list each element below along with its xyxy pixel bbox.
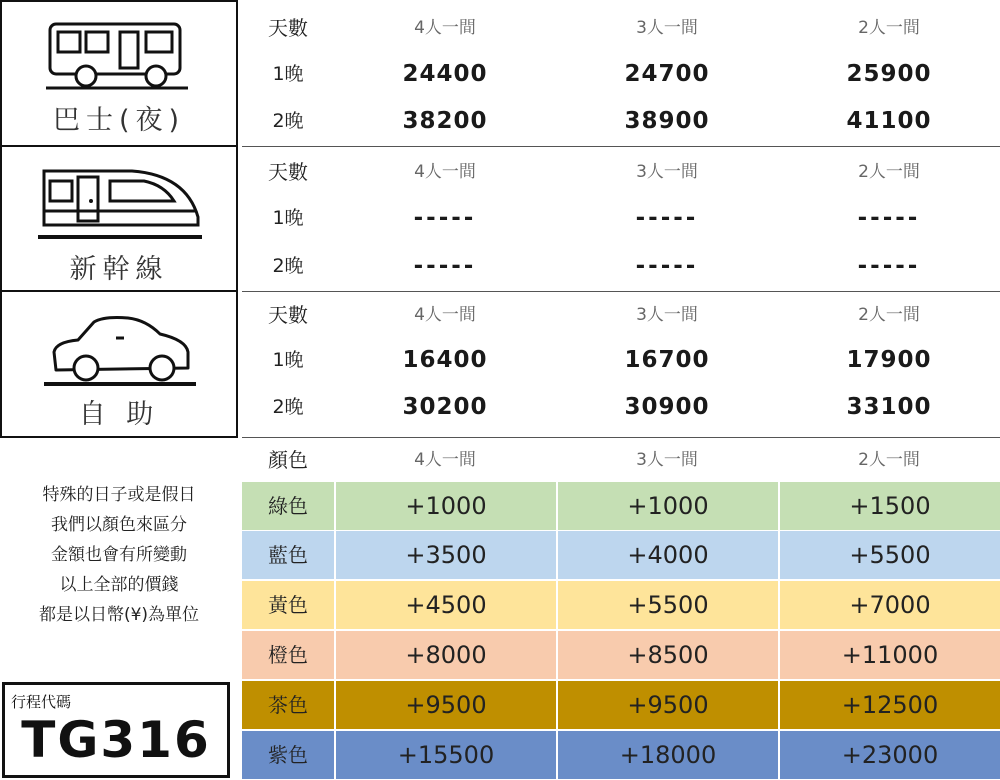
table-row xyxy=(242,97,1000,145)
room4-header: 4人一間 xyxy=(414,305,476,325)
room4-header: 4人一間 xyxy=(414,18,476,38)
days-header: 天數 xyxy=(268,303,308,327)
tour-code-value: TG316 xyxy=(21,711,211,769)
table-header-row xyxy=(242,4,1000,52)
bus-section xyxy=(0,0,1000,146)
surcharge-cell: +4500 xyxy=(334,581,556,629)
table-header-row xyxy=(242,148,1000,196)
price-cell: 41100 xyxy=(846,108,932,134)
room3-header: 3人一間 xyxy=(636,18,698,38)
bus-price-grid xyxy=(242,0,1000,147)
room4-header: 4人一間 xyxy=(414,450,476,470)
surcharge-cell: +5500 xyxy=(556,581,778,629)
color-row xyxy=(242,681,1000,729)
price-cell: 38200 xyxy=(402,108,488,134)
days-header: 天數 xyxy=(268,160,308,184)
price-cell: 17900 xyxy=(846,347,932,373)
shinkansen-price-grid xyxy=(242,146,1000,292)
price-cell: ----- xyxy=(635,205,699,231)
notes-block xyxy=(0,480,238,630)
price-cell: 24700 xyxy=(624,61,710,87)
price-cell: 25900 xyxy=(846,61,932,87)
color-row xyxy=(242,531,1000,579)
shinkansen-section xyxy=(0,146,1000,291)
car-icon-box xyxy=(0,290,238,438)
shinkansen-icon-box xyxy=(0,145,238,292)
room3-header: 3人一間 xyxy=(636,162,698,182)
surcharge-cell: +7000 xyxy=(778,581,1000,629)
bus-label: 巴士(夜) xyxy=(52,105,186,136)
room4-header: 4人一間 xyxy=(414,162,476,182)
room3-header: 3人一間 xyxy=(636,305,698,325)
nights-label: 1晚 xyxy=(272,349,304,371)
surcharge-cell: +8500 xyxy=(556,631,778,679)
note-line: 特殊的日子或是假日 xyxy=(42,485,196,505)
color-name-cell: 綠色 xyxy=(242,482,334,530)
price-cell: ----- xyxy=(413,253,477,279)
note-line: 我們以顏色來區分 xyxy=(51,515,187,535)
price-cell: ----- xyxy=(635,253,699,279)
color-row xyxy=(242,482,1000,530)
color-name-cell: 紫色 xyxy=(242,731,334,779)
surcharge-cell: +1000 xyxy=(556,482,778,530)
price-cell: 33100 xyxy=(846,394,932,420)
nights-label: 2晚 xyxy=(272,110,304,132)
table-header-row xyxy=(242,291,1000,339)
price-cell: 24400 xyxy=(402,61,488,87)
note-line: 都是以日幣(¥)為單位 xyxy=(38,605,200,625)
surcharge-cell: +9500 xyxy=(556,681,778,729)
nights-label: 2晚 xyxy=(272,396,304,418)
color-name-cell: 藍色 xyxy=(242,531,334,579)
color-row xyxy=(242,631,1000,679)
room2-header: 2人一間 xyxy=(858,162,920,182)
note-line: 金額也會有所變動 xyxy=(51,545,187,565)
surcharge-cell: +9500 xyxy=(334,681,556,729)
nights-label: 1晚 xyxy=(272,207,304,229)
self-drive-label: 自 助 xyxy=(78,399,160,430)
surcharge-cell: +8000 xyxy=(334,631,556,679)
tour-code-label: 行程代碼 xyxy=(11,693,72,711)
surcharge-cell: +1000 xyxy=(334,482,556,530)
room2-header: 2人一間 xyxy=(858,305,920,325)
days-header: 天數 xyxy=(268,16,308,40)
surcharge-cell: +15500 xyxy=(334,731,556,779)
self-drive-price-grid xyxy=(242,291,1000,438)
table-row xyxy=(242,50,1000,98)
table-row xyxy=(242,242,1000,290)
surcharge-cell: +12500 xyxy=(778,681,1000,729)
price-cell: 30200 xyxy=(402,394,488,420)
car-icon xyxy=(42,312,202,388)
room2-header: 2人一間 xyxy=(858,450,920,470)
bus-icon xyxy=(42,18,192,90)
nights-label: 1晚 xyxy=(272,63,304,85)
shinkansen-label: 新幹線 xyxy=(69,254,169,285)
surcharge-cell: +5500 xyxy=(778,531,1000,579)
table-row xyxy=(242,194,1000,242)
color-row xyxy=(242,731,1000,779)
price-cell: 38900 xyxy=(624,108,710,134)
table-row xyxy=(242,336,1000,384)
price-cell: 16400 xyxy=(402,347,488,373)
color-header: 顏色 xyxy=(268,448,308,472)
color-name-cell: 黃色 xyxy=(242,581,334,629)
room2-header: 2人一間 xyxy=(858,18,920,38)
surcharge-cell: +23000 xyxy=(778,731,1000,779)
bullet-train-icon xyxy=(36,165,206,245)
nights-label: 2晚 xyxy=(272,255,304,277)
color-name-cell: 橙色 xyxy=(242,631,334,679)
color-table-header xyxy=(242,438,1000,482)
table-row xyxy=(242,383,1000,431)
surcharge-cell: +18000 xyxy=(556,731,778,779)
color-name-cell: 茶色 xyxy=(242,681,334,729)
surcharge-cell: +1500 xyxy=(778,482,1000,530)
price-cell: ----- xyxy=(857,205,921,231)
self-drive-section xyxy=(0,291,1000,437)
tour-code-box xyxy=(2,682,230,778)
surcharge-cell: +3500 xyxy=(334,531,556,579)
price-cell: 16700 xyxy=(624,347,710,373)
surcharge-cell: +4000 xyxy=(556,531,778,579)
color-row xyxy=(242,581,1000,629)
surcharge-cell: +11000 xyxy=(778,631,1000,679)
bus-icon-box xyxy=(0,0,238,148)
price-cell: 30900 xyxy=(624,394,710,420)
price-cell: ----- xyxy=(413,205,477,231)
price-cell: ----- xyxy=(857,253,921,279)
note-line: 以上全部的價錢 xyxy=(59,575,179,595)
room3-header: 3人一間 xyxy=(636,450,698,470)
